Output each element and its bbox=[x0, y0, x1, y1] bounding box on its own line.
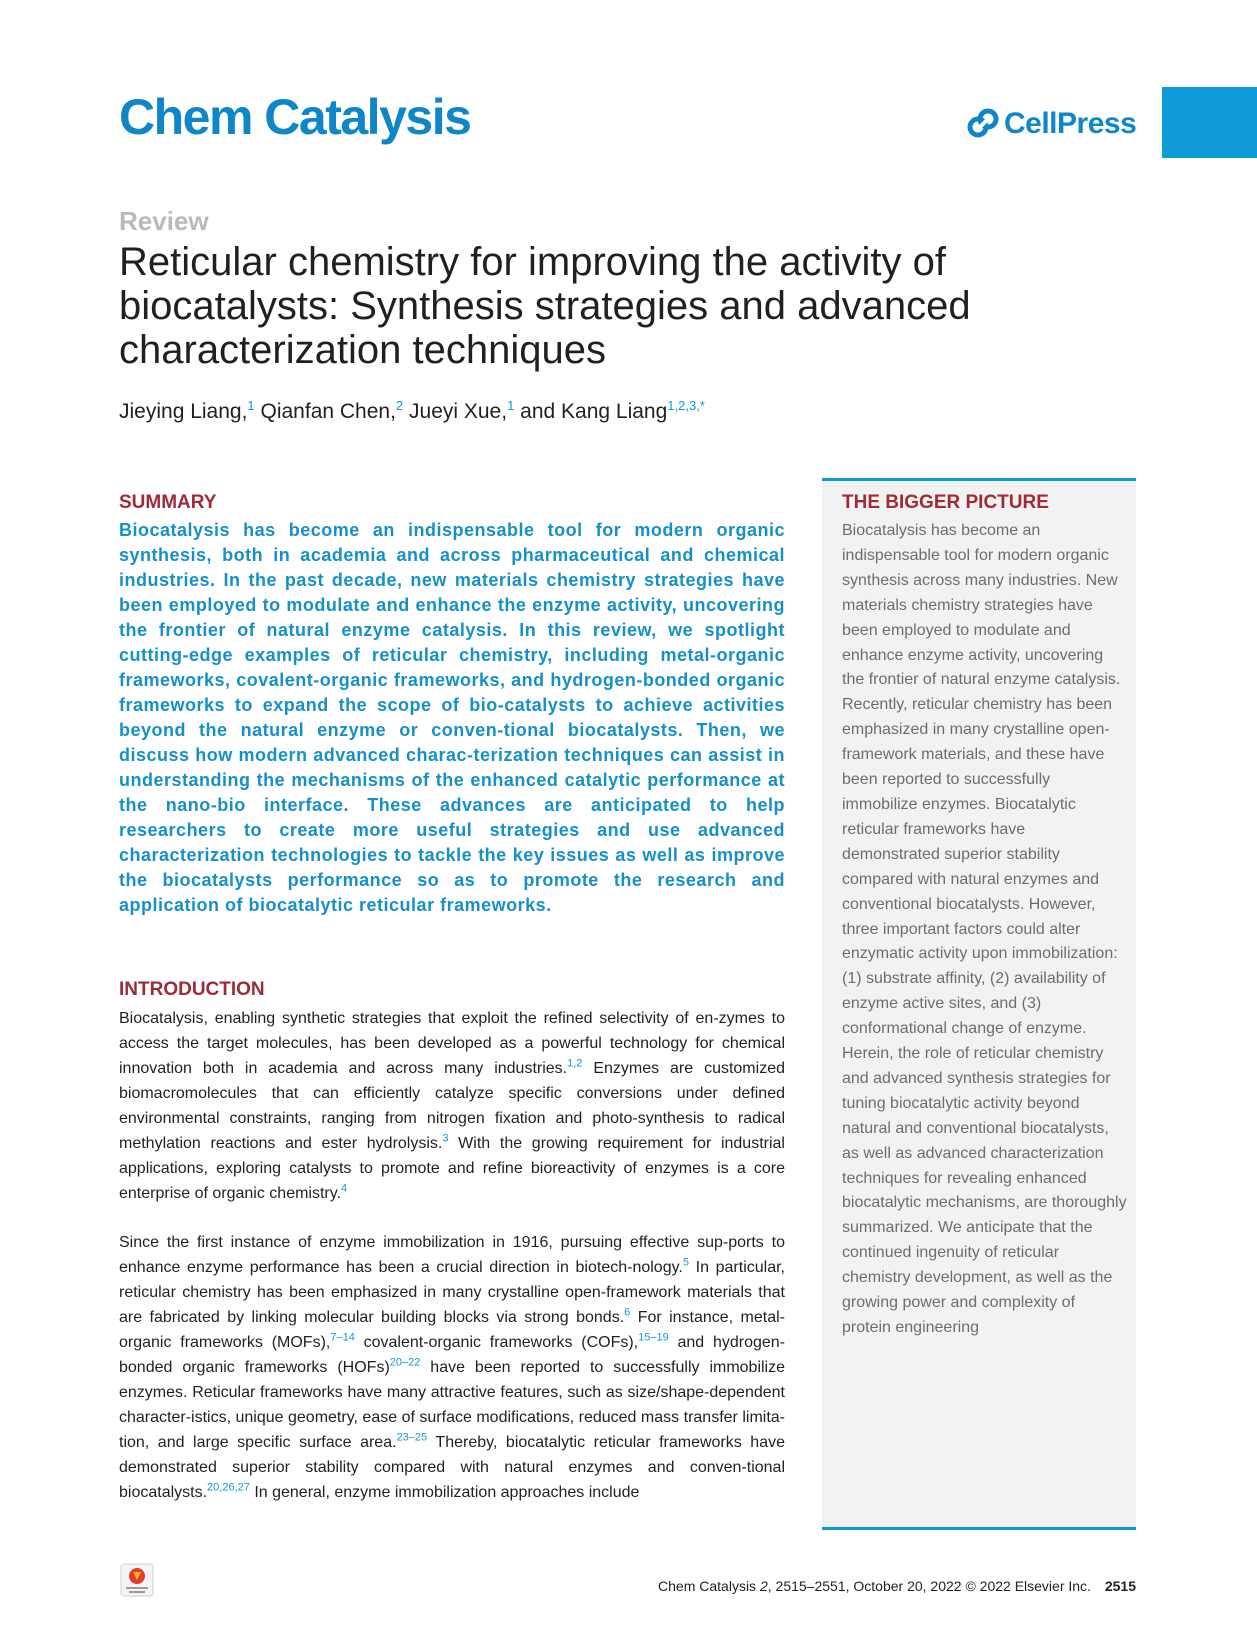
bigger-picture-text: Biocatalysis has become an indispensable tool for modern organic synthesis across many industries. New materials chemistry strategies have been employed to modulate and enhance enzyme activity, uncovering the frontier of natural enzyme catalysis. Recently, reticular chemistry has been emphasized in many crystalline open-framework materials, and these have been reported to successfully immobilize enzymes. Biocatalytic reticular frameworks have demonstrated superior stability compared with natural enzymes and conventional biocatalysts. However, three important factors could alter enzymatic activity upon immobilization: (1) substrate affinity, (2) availability of enzyme active sites, and (3) conformational change of enzyme. Herein, the role of reticular chemistry and advanced synthesis strategies for tuning biocatalytic activity beyond natural and conventional biocatalysts, as well as advanced characterization techniques for revealing enhanced biocatalytic mechanisms, are thoroughly summarized. We anticipate that the continued ingenuity of reticular chemistry development, as well as the growing power and complexity of protein engineering bbox=[842, 522, 1127, 1336]
reference-link[interactable]: 20,26,27 bbox=[207, 1481, 250, 1494]
author-name: Qianfan Chen, bbox=[260, 400, 396, 423]
reference-link[interactable]: 4 bbox=[341, 1182, 348, 1195]
summary-text: Biocatalysis has become an indispensable tool for modern organic synthesis, both in academia and across pharmaceutical and chemical industries. In the past decade, new materials chemistry strategies have been employed to modulate and enhance the enzyme activity, uncovering the frontier of natural enzyme catalysis. In this review, we spotlight cutting-edge examples of reticular chemistry, including metal-organic frameworks, covalent-organic frameworks, and hydrogen-bonded organic frameworks to expand the scope of bio-catalysts to achieve activities beyond the natural enzyme or conven-tional biocatalysts. Then, we discuss how modern advanced charac-terization techniques can assist in understanding the mechanisms of the enhanced catalytic performance at the nano-bio interface. These advances are anticipated to help researchers to create more useful strategies and use advanced characterization technologies to tackle the key issues as well as improve the biocatalysts performance so as to promote the research and application of biocatalytic reticular frameworks. bbox=[119, 520, 785, 915]
paragraph-text: In particular, reticular chemistry has been emphasized in many crystalline open-framework materials that are fabricated by linking molecular building blocks via strong bonds. bbox=[119, 1259, 785, 1326]
author-name: Jieying Liang, bbox=[119, 400, 248, 423]
affiliation-marker[interactable]: 1 bbox=[507, 398, 515, 413]
introduction-paragraph-1 bbox=[119, 1006, 785, 1206]
reference-link[interactable]: 1,2 bbox=[567, 1057, 583, 1070]
check-for-updates-icon[interactable] bbox=[120, 1563, 154, 1597]
author-name: and Kang Liang bbox=[520, 400, 668, 423]
affiliation-marker[interactable]: 2 bbox=[395, 398, 404, 413]
article-title: Reticular chemistry for improving the activity of biocatalysts: Synthesis strategies and advanced characterization techniques bbox=[119, 240, 971, 372]
paragraph-text: Enzymes are customized biomacromolecules that can efficiently catalyze specific conversions under defined environmental constraints, ranging from nitrogen fixation and photo-synthesis to radical methylation reactions and ester hydrolysis. bbox=[119, 1060, 785, 1152]
paragraph-text: Thereby, biocatalytic reticular frameworks have demonstrated superior stability compared with natural enzymes and conven-tional biocatalysts. bbox=[119, 1434, 786, 1501]
introduction-heading: INTRODUCTION bbox=[119, 979, 265, 1000]
footer-volume: 2 bbox=[759, 1578, 768, 1594]
introduction-paragraph-2 bbox=[119, 1230, 785, 1505]
paragraph-text: covalent-organic frameworks (COFs), bbox=[354, 1334, 639, 1351]
author-name: Jueyi Xue, bbox=[409, 400, 508, 423]
reference-link[interactable]: 5 bbox=[682, 1256, 689, 1269]
paragraph-text: and hydrogen-bonded organic frameworks (HOFs) bbox=[119, 1334, 786, 1376]
affiliation-marker[interactable]: 1 bbox=[247, 398, 255, 413]
paragraph-text: have been reported to successfully immobilize enzymes. Reticular frameworks have many attractive features, such as size/shape-dependent character-istics, unique geometry, ease of surface modifications, reduced mass transfer limita-tion, and large specific surface area. bbox=[119, 1359, 786, 1451]
paragraph-text: Biocatalysis, enabling synthetic strategies that exploit the refined selectivity of en-zymes to access the target molecules, has been developed as a powerful technology for chemical innovation both in academia and across many industries. bbox=[119, 1010, 785, 1077]
paragraph-text: With the growing requirement for industrial applications, exploring catalysts to promote and refine bioreactivity of enzymes is a core enterprise of organic chemistry. bbox=[119, 1135, 785, 1202]
page-footer bbox=[658, 1578, 1136, 1594]
paragraph-text: Since the first instance of enzyme immobilization in 1916, pursuing effective sup-ports to enhance enzyme performance has been a crucial direction in biotech-nology. bbox=[119, 1234, 785, 1276]
reference-link[interactable]: 20–22 bbox=[389, 1356, 421, 1369]
author-list bbox=[119, 398, 705, 424]
page-number: 2515 bbox=[1104, 1578, 1136, 1594]
publisher-logo bbox=[966, 104, 1136, 144]
reference-link[interactable]: 6 bbox=[624, 1306, 631, 1319]
paragraph-text: In general, enzyme immobilization approaches include bbox=[249, 1484, 640, 1501]
article-type-label: Review bbox=[119, 206, 209, 236]
affiliation-marker[interactable]: 1,2,3,* bbox=[667, 398, 705, 413]
reference-link[interactable]: 15–19 bbox=[638, 1331, 669, 1344]
paragraph-text: For instance, metal-organic frameworks (MOFs), bbox=[119, 1309, 786, 1351]
footer-citation: , 2515–2551, October 20, 2022 © 2022 Elsevier Inc. bbox=[767, 1578, 1091, 1594]
bigger-picture-box bbox=[822, 478, 1136, 1530]
bigger-picture-heading: THE BIGGER PICTURE bbox=[842, 492, 1049, 513]
reference-link[interactable]: 7–14 bbox=[330, 1331, 355, 1344]
journal-title: Chem Catalysis bbox=[119, 89, 471, 145]
corner-color-tab bbox=[1162, 87, 1257, 158]
summary-heading: SUMMARY bbox=[119, 492, 217, 513]
reference-link[interactable]: 23–25 bbox=[396, 1431, 428, 1444]
publisher-name: CellPress bbox=[1004, 107, 1137, 140]
reference-link[interactable]: 3 bbox=[442, 1132, 449, 1145]
footer-journal: Chem Catalysis bbox=[658, 1578, 757, 1594]
cellpress-logo-icon bbox=[966, 107, 1000, 141]
